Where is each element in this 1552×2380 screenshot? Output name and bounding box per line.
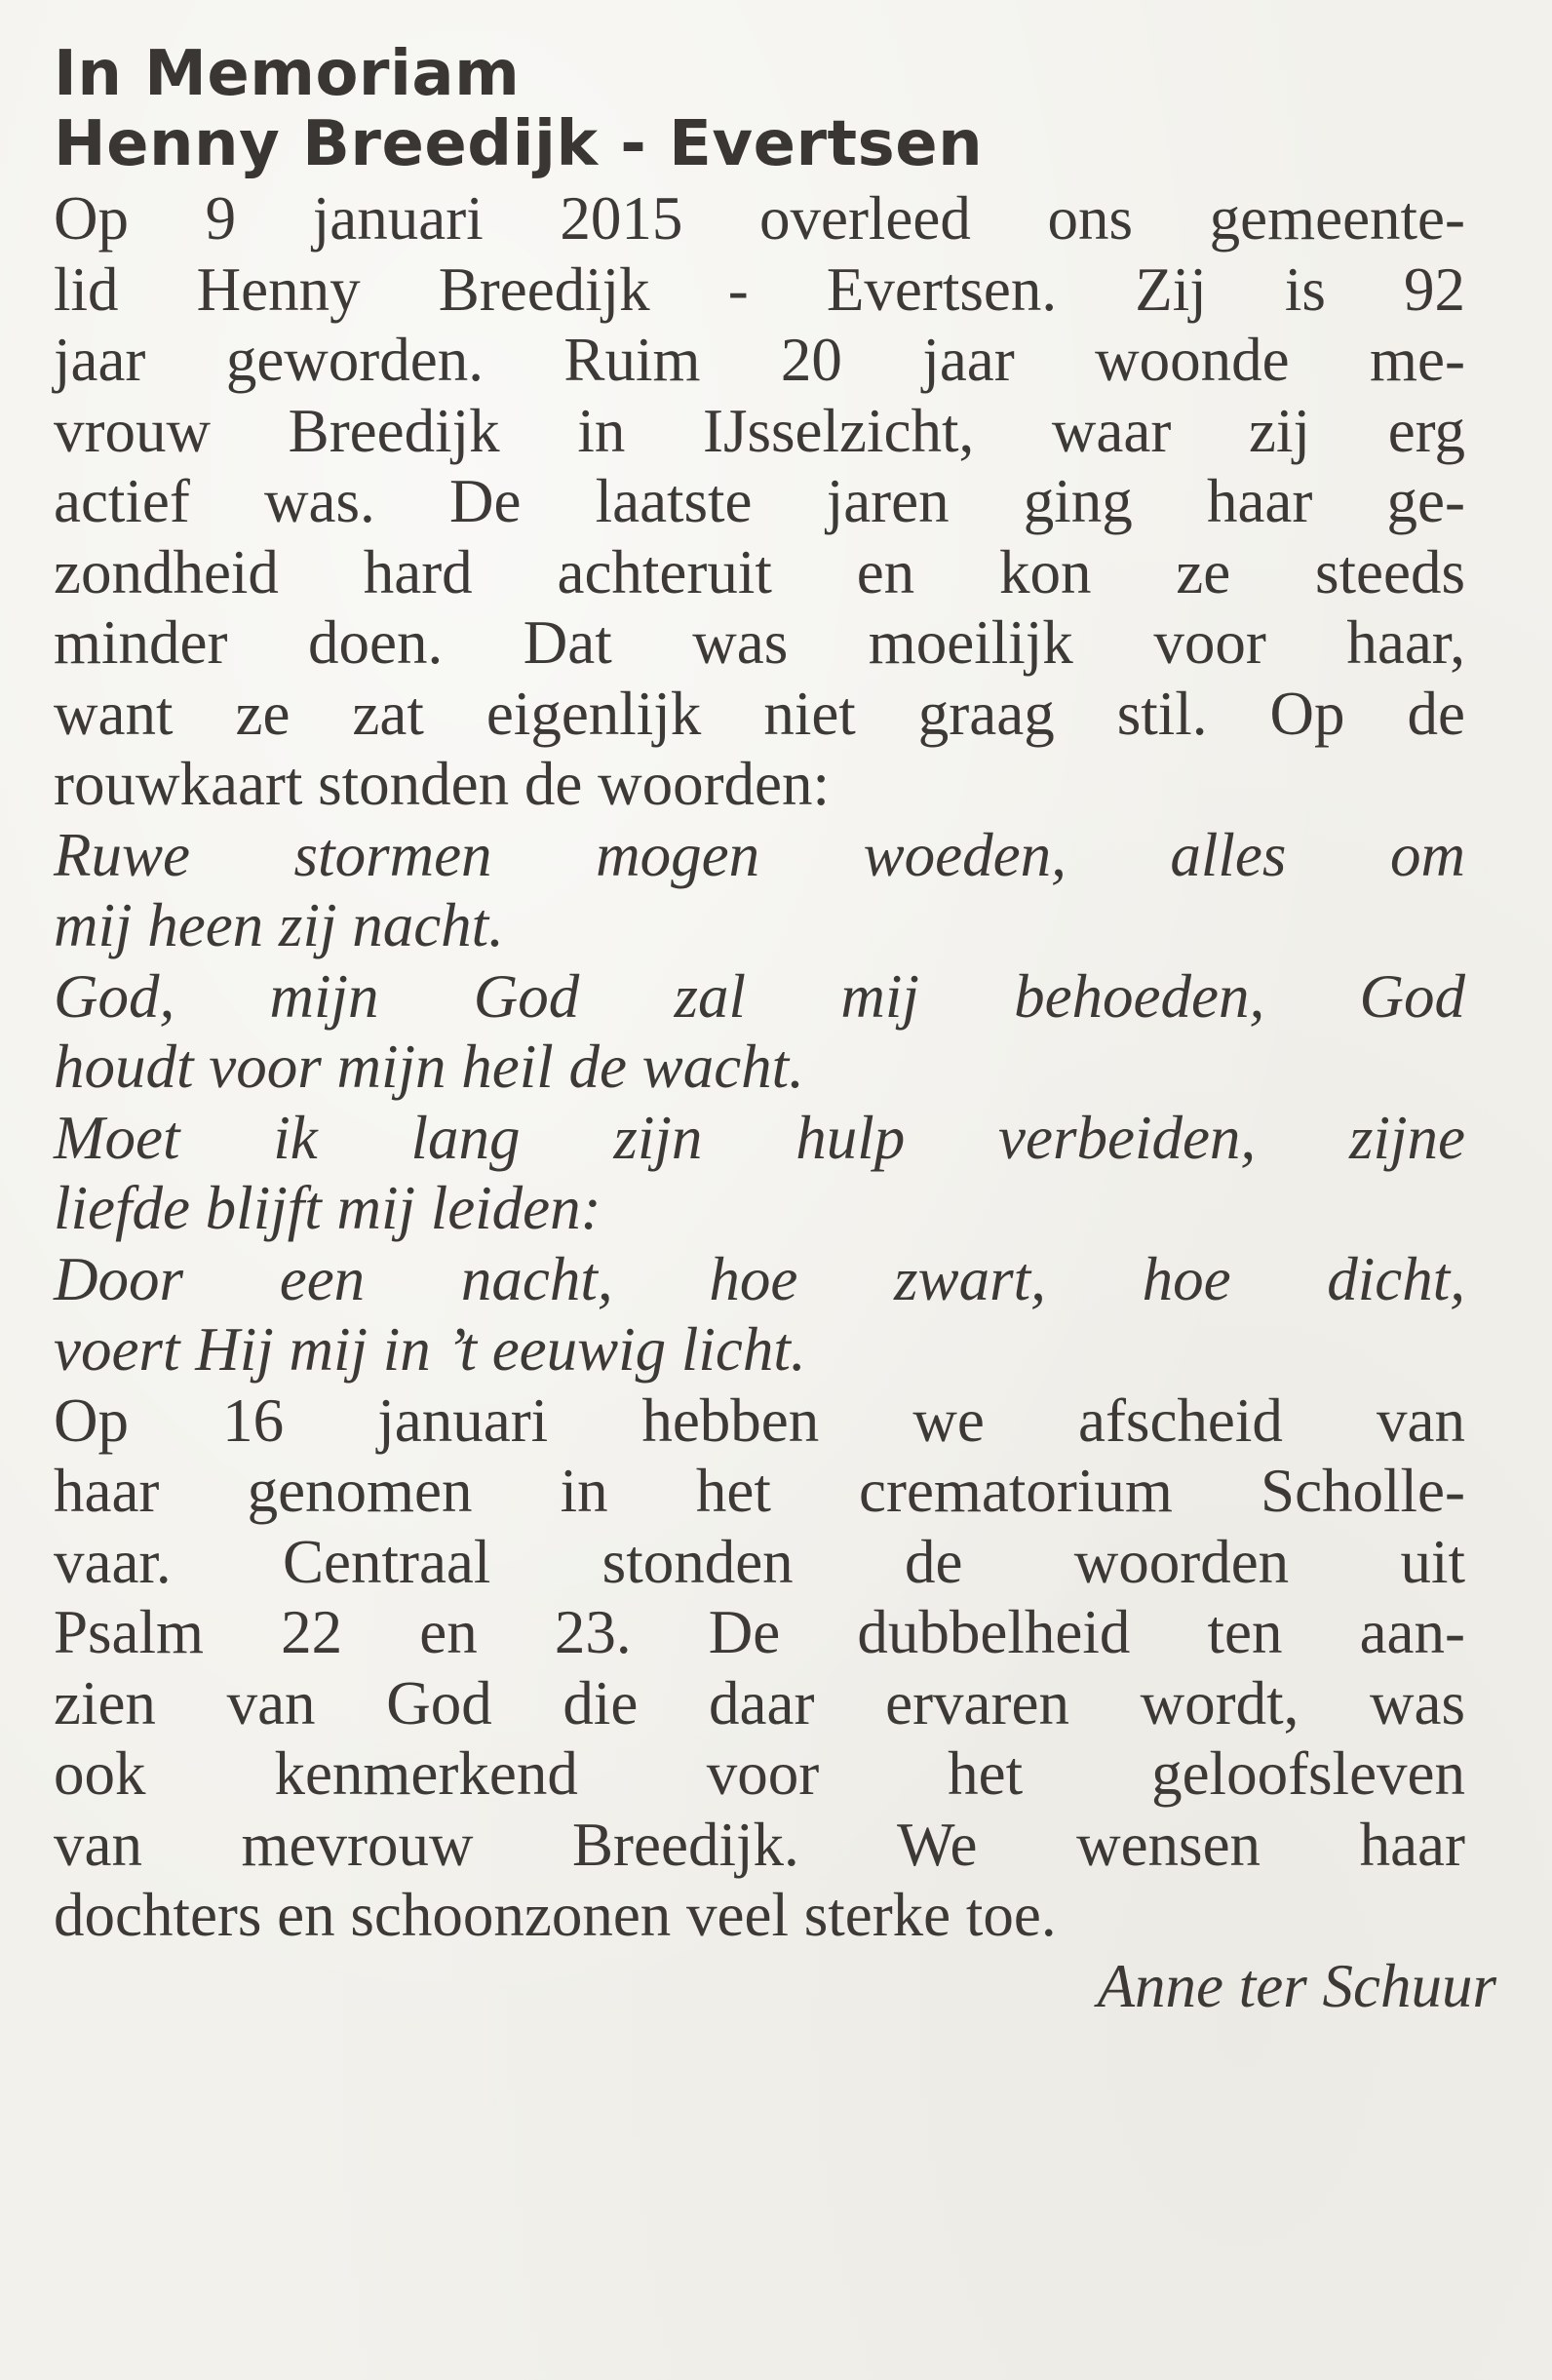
title-line: In Memoriam <box>54 38 521 110</box>
body-line: Op 16 januari hebben we afscheid van <box>54 1385 1465 1455</box>
author-signature: Anne ter Schuur <box>1097 1951 1496 2020</box>
poem-line: Ruwe stormen mogen woeden, alles om <box>54 820 1465 889</box>
poem-line: liefde blijft mij leiden: <box>54 1174 601 1242</box>
body-line: rouwkaart stonden de woorden: <box>54 750 831 818</box>
poem-line: voert Hij mij in ’t eeuwig licht. <box>54 1315 806 1384</box>
body-line: dochters en schoonzonen veel sterke toe. <box>54 1881 1057 1949</box>
body-line: lid Henny Breedijk - Evertsen. Zij is 92 <box>54 254 1465 324</box>
body-line: zondheid hard achteruit en kon ze steeds <box>54 537 1465 606</box>
body-line: actief was. De laatste jaren ging haar ge- <box>54 467 1465 535</box>
body-line: haar genomen in het crematorium Scholle- <box>54 1457 1465 1525</box>
memoriam-article <box>54 39 1496 2021</box>
body-line: zien van God die daar ervaren wordt, was <box>54 1668 1465 1737</box>
body-line: van mevrouw Breedijk. We wensen haar <box>54 1810 1465 1879</box>
body-line: want ze zat eigenlijk niet graag stil. Op de <box>54 679 1465 748</box>
body-line: ook kenmerkend voor het geloofsleven <box>54 1739 1465 1808</box>
body-line: vaar. Centraal stonden de woorden uit <box>54 1527 1465 1596</box>
body-line: minder doen. Dat was moeilijk voor haar, <box>54 608 1465 677</box>
body-line: jaar geworden. Ruim 20 jaar woonde me- <box>54 326 1465 394</box>
poem-line: houdt voor mijn heil de wacht. <box>54 1033 804 1101</box>
body-line: vrouw Breedijk in IJsselzicht, waar zij erg <box>54 396 1465 465</box>
poem-line: God, mijn God zal mij behoeden, God <box>54 961 1465 1031</box>
body-line: Op 9 januari 2015 overleed ons gemeente- <box>54 184 1465 253</box>
poem-line: Moet ik lang zijn hulp verbeiden, zijne <box>54 1103 1465 1172</box>
poem-line: mij heen zij nacht. <box>54 891 504 959</box>
poem-line: Door een nacht, hoe zwart, hoe dicht, <box>54 1244 1465 1313</box>
article-title <box>54 39 1496 179</box>
title-line: Henny Breedijk - Evertsen <box>54 108 984 180</box>
body-line: Psalm 22 en 23. De dubbelheid ten aan- <box>54 1598 1465 1666</box>
article-body <box>54 183 1496 2021</box>
